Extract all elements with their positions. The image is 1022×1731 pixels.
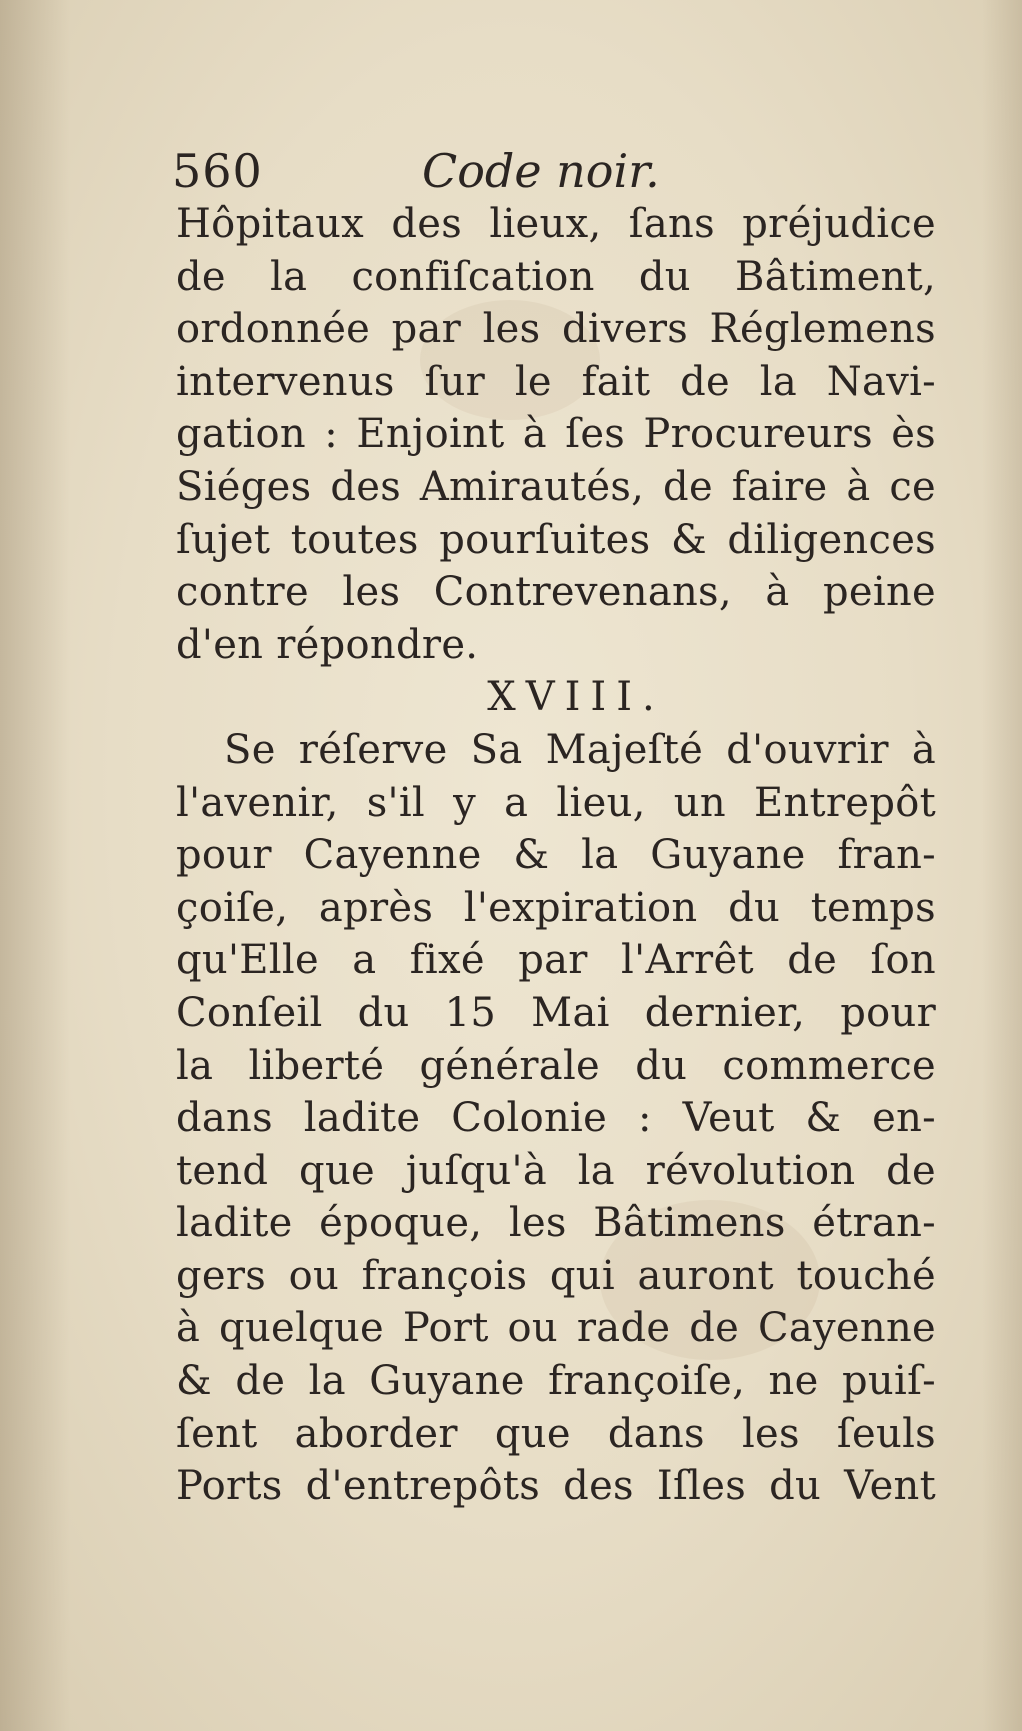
- article-line: ſent aborder que dans les ſeuls: [176, 1410, 936, 1457]
- article-line: Se réſerve Sa Majeſté d'ouvrir à: [224, 726, 936, 773]
- article-line: à quelque Port ou rade de Cayenne: [176, 1305, 936, 1352]
- text-line: intervenus ſur le fait de la Navi-: [176, 358, 936, 405]
- article-heading: XVIII.: [487, 674, 665, 721]
- text-line: d'en répondre.: [176, 621, 479, 668]
- text-line: gation : Enjoint à ſes Procureurs ès: [176, 411, 936, 458]
- article-line: l'avenir, s'il y a lieu, un Entrepôt: [176, 779, 936, 826]
- article-line: qu'Elle a fixé par l'Arrêt de ſon: [176, 937, 936, 984]
- article-line: Conſeil du 15 Mai dernier, pour: [176, 989, 936, 1036]
- page-header: [172, 140, 932, 202]
- text-line: Siéges des Amirautés, de faire à ce: [176, 463, 936, 510]
- article-line: gers ou françois qui auront touché: [176, 1252, 936, 1299]
- article-line: çoiſe, après l'expiration du temps: [176, 884, 936, 931]
- text-line: ſujet toutes pourſuites & diligences: [176, 516, 936, 563]
- text-line: ordonnée par les divers Réglemens: [176, 306, 936, 353]
- running-title: Code noir.: [422, 144, 660, 198]
- page-number: 560: [172, 144, 263, 198]
- article-line: dans ladite Colonie : Veut & en-: [176, 1095, 936, 1142]
- article-line: pour Cayenne & la Guyane fran-: [176, 832, 936, 879]
- text-line: Hôpitaux des lieux, ſans préjudice: [176, 201, 936, 247]
- article-line: & de la Guyane françoiſe, ne puiſ-: [176, 1358, 936, 1405]
- article-line: tend que juſqu'à la révolution de: [176, 1147, 936, 1194]
- article-line: la liberté générale du commerce: [176, 1042, 936, 1089]
- article-line: ladite époque, les Bâtimens étran-: [176, 1200, 936, 1247]
- text-line: de la confiſcation du Bâtiment,: [176, 253, 936, 300]
- article-line: Ports d'entrepôts des Iſles du Vent: [176, 1463, 936, 1510]
- body-text: [176, 198, 936, 1513]
- text-line: contre les Contrevenans, à peine: [176, 569, 936, 616]
